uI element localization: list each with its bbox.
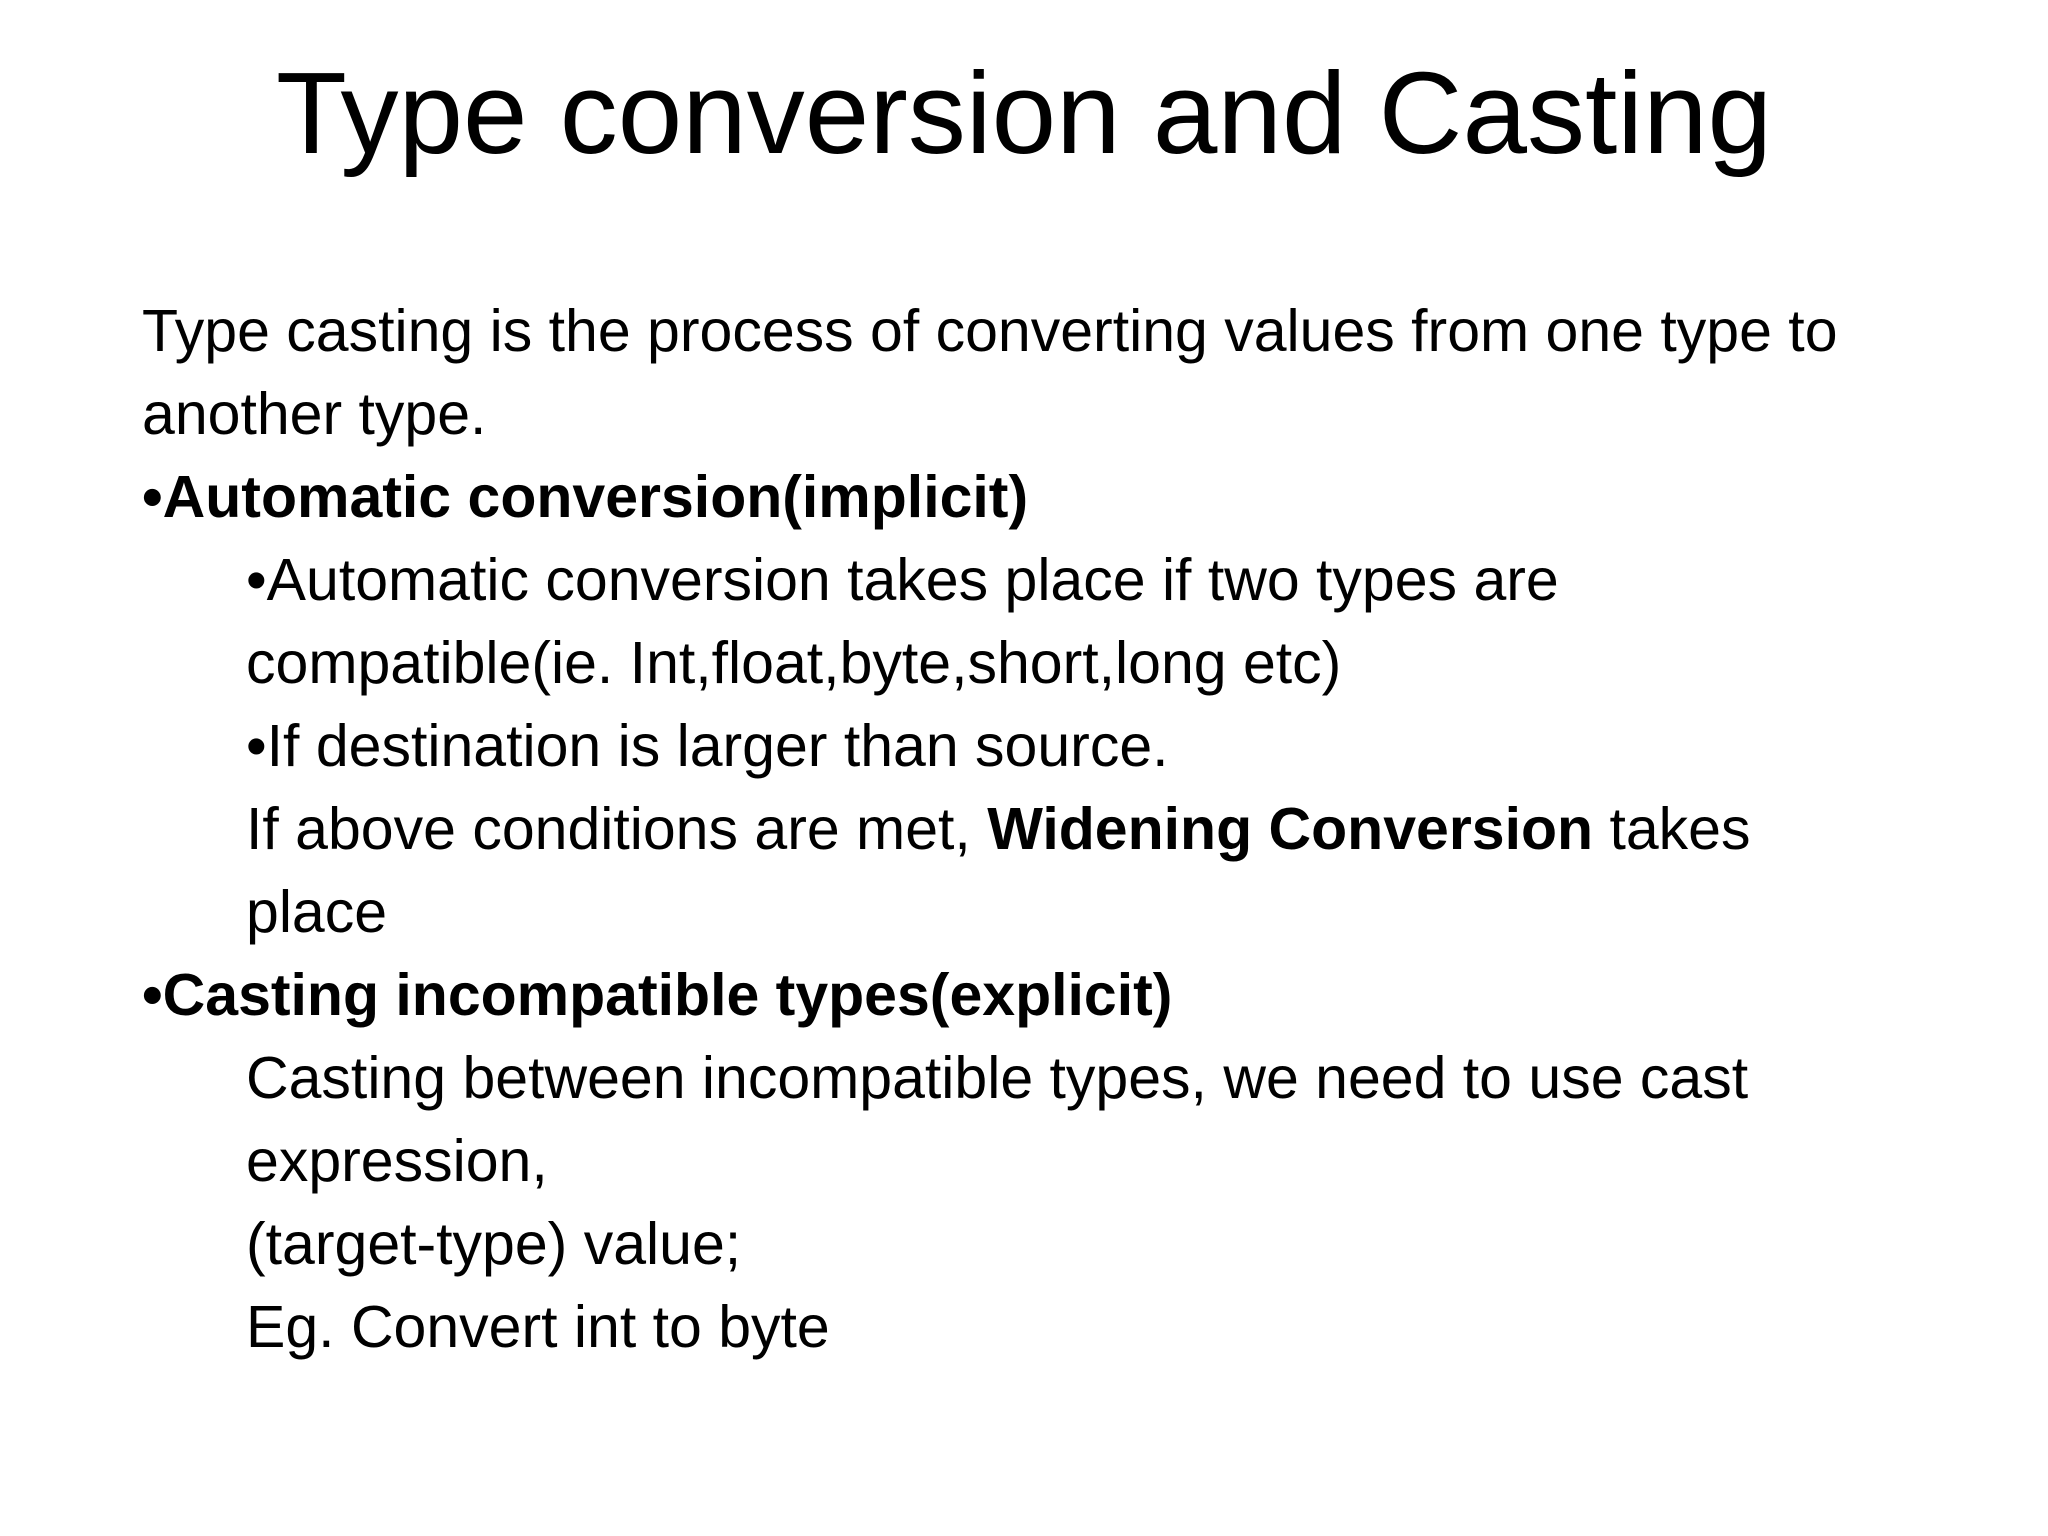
intro-line-2: another type. xyxy=(142,381,487,447)
slide-title: Type conversion and Casting xyxy=(276,48,1772,178)
widening-conversion-term: Widening Conversion xyxy=(987,796,1594,862)
intro-line-1: Type casting is the process of converting values from one type to xyxy=(142,298,1838,364)
explicit-desc-line-1: Casting between incompatible types, we need to use cast xyxy=(246,1045,1749,1111)
implicit-bullet-1-line-1: •Automatic conversion takes place if two types are xyxy=(246,547,1559,613)
explicit-syntax: (target-type) value; xyxy=(246,1211,742,1277)
section-heading-explicit: •Casting incompatible types(explicit) xyxy=(142,962,1173,1028)
slide-body xyxy=(142,290,1962,1369)
implicit-conclusion-line-2: place xyxy=(246,879,388,945)
explicit-example: Eg. Convert int to byte xyxy=(246,1294,830,1360)
implicit-conclusion-line-1 xyxy=(142,788,1962,871)
implicit-bullet-2: •If destination is larger than source. xyxy=(246,713,1169,779)
conclusion-text-after: takes xyxy=(1593,796,1751,862)
explicit-desc-line-2: expression, xyxy=(246,1128,548,1194)
section-heading-implicit: •Automatic conversion(implicit) xyxy=(142,464,1029,530)
conclusion-text-before: If above conditions are met, xyxy=(246,796,988,862)
implicit-bullet-1-line-2: compatible(ie. Int,float,byte,short,long etc) xyxy=(246,630,1342,696)
